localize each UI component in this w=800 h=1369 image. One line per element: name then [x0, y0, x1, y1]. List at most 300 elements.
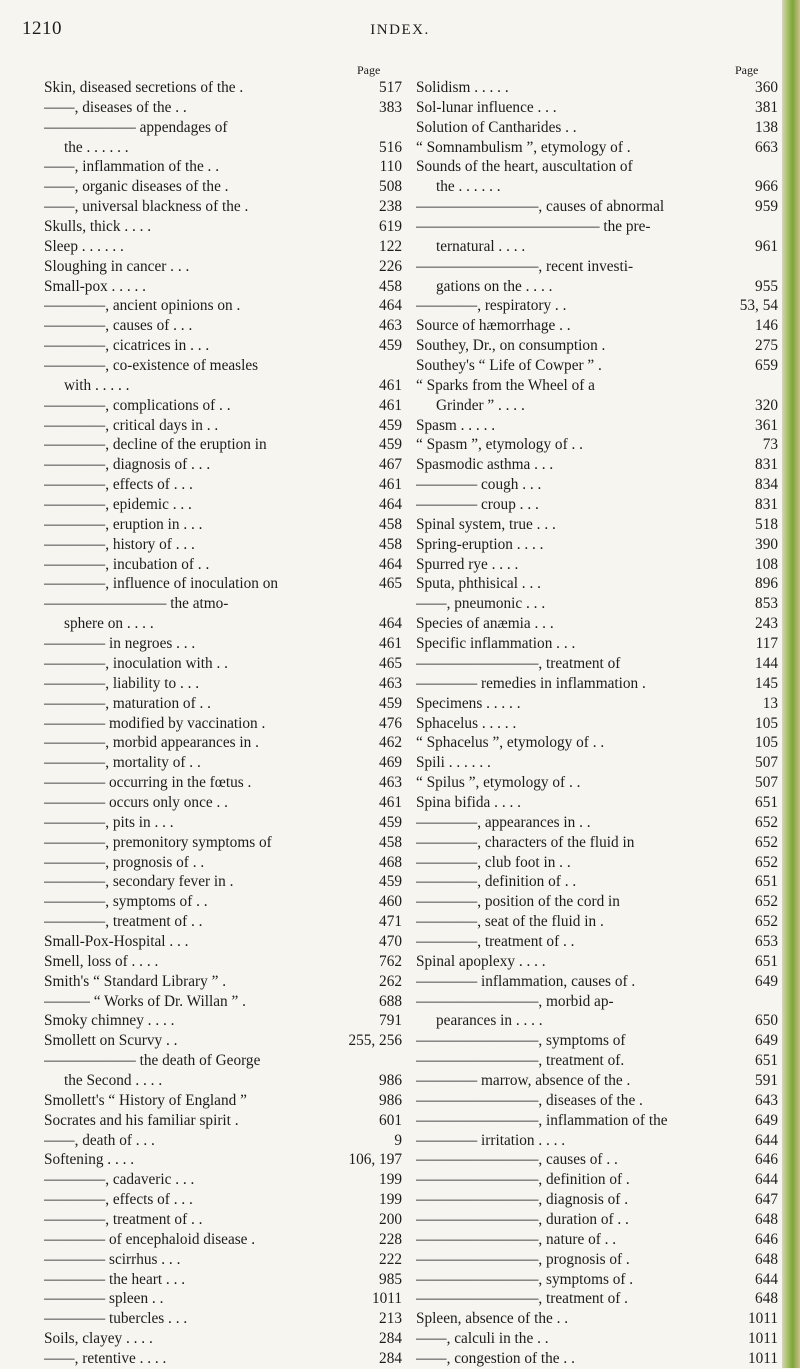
index-entry-text: sphere on . . . . [64, 615, 154, 633]
index-entry-page: 226 [379, 257, 402, 275]
index-entry-text: ——, congestion of the . . [416, 1350, 575, 1367]
index-entry-text: ———— spleen . . [44, 1290, 164, 1308]
index-entry-text: Spasmodic asthma . . . [416, 456, 554, 474]
index-entry-text: ——, organic diseases of the . [44, 178, 229, 196]
index-entry [44, 197, 402, 217]
index-entry-text: Source of hæmorrhage . . [416, 317, 571, 335]
index-entry-text: ————, effects of . . . [44, 476, 193, 494]
index-entry-page: 644 [755, 1171, 778, 1189]
index-entry-text: ————————, recent investi- [416, 257, 634, 275]
index-entry-page: 459 [379, 337, 402, 355]
index-entry-text: ———— tubercles . . . [44, 1310, 188, 1328]
index-entry-page: 1011 [747, 1310, 778, 1328]
index-entry-text: ————, seat of the fluid in . [416, 913, 604, 931]
index-entry-page: 601 [379, 1111, 402, 1129]
index-entry-page: 138 [755, 118, 778, 136]
index-entry [416, 833, 778, 853]
index-entry-page: 644 [755, 1270, 778, 1288]
index-entry [44, 654, 402, 674]
index-entry-page: 255, 256 [348, 1032, 402, 1050]
index-entry-page: 462 [379, 734, 402, 752]
index-entry-page: 986 [379, 1071, 402, 1089]
index-entry [416, 1190, 778, 1210]
index-entry-page: 461 [379, 793, 402, 811]
index-entry [416, 416, 778, 436]
index-entry [416, 773, 778, 793]
index-entry-text: ————, inoculation with . . [44, 654, 228, 672]
index-entry-page: 652 [755, 813, 778, 831]
index-entry-text: ———— of encephaloid disease . [44, 1230, 256, 1248]
index-entry-text: ————, eruption in . . . [44, 515, 203, 533]
index-entry [44, 1230, 402, 1250]
index-entry-page: 465 [379, 654, 402, 672]
index-entry-page: 105 [755, 714, 778, 732]
index-entry [44, 296, 402, 316]
index-entry-text: ————, morbid appearances in . [44, 734, 259, 752]
index-entry-page: 463 [379, 674, 402, 692]
index-entry [416, 356, 778, 376]
index-entry-text: ——, pneumonic . . . [416, 595, 546, 613]
index-entry-text: ————, ancient opinions on . [44, 297, 241, 315]
index-entry-page: 467 [379, 456, 402, 474]
index-entry [416, 992, 778, 1012]
index-entry-page: 648 [755, 1210, 778, 1228]
index-entry [44, 1111, 402, 1131]
index-entry-text: ————————, treatment of. [416, 1052, 625, 1070]
index-entry [44, 813, 402, 833]
index-entry-text: ——, diseases of the . . [44, 98, 187, 116]
index-entry-text: ————, treatment of . . [44, 1210, 203, 1228]
index-entry-page: 649 [755, 1032, 778, 1050]
page-title: INDEX. [370, 22, 430, 38]
index-entry-page: 110 [379, 158, 402, 176]
index-entry-text: ————, prognosis of . . [44, 853, 205, 871]
index-entry [416, 336, 778, 356]
index-entry [44, 793, 402, 813]
left-page-label: Page [357, 63, 381, 77]
index-entry [416, 1349, 778, 1369]
index-entry-text: ————, effects of . . . [44, 1191, 193, 1209]
index-entry-page: 243 [755, 615, 778, 633]
index-entry-page: 471 [379, 913, 402, 931]
right-index-column [416, 78, 778, 1369]
index-entry [44, 733, 402, 753]
index-entry-page: 238 [379, 198, 402, 216]
index-entry [416, 1031, 778, 1051]
index-entry-page: 146 [755, 317, 778, 335]
index-entry-text: Spleen, absence of the . . [416, 1310, 569, 1328]
index-entry [416, 813, 778, 833]
index-entry-text: Smith's “ Standard Library ” . [44, 972, 227, 990]
index-entry-page: 464 [379, 615, 402, 633]
index-entry-text: ———————————— the pre- [416, 218, 651, 236]
index-entry [416, 396, 778, 416]
index-entry-text: ———— occurs only once . . [44, 793, 228, 811]
index-entry-page: 663 [755, 138, 778, 156]
index-entry-text: Specimens . . . . . [416, 694, 521, 712]
index-entry-page: 651 [755, 873, 778, 891]
index-entry-text: ————, position of the cord in [416, 893, 620, 911]
index-entry-text: ————, symptoms of . . [44, 893, 208, 911]
index-entry-page: 199 [379, 1171, 402, 1189]
index-entry [44, 455, 402, 475]
index-entry-page: 320 [755, 396, 778, 414]
index-entry [416, 217, 778, 237]
index-entry [416, 535, 778, 555]
index-entry-text: Smoky chimney . . . . [44, 1012, 175, 1030]
index-entry-text: “ Sphacelus ”, etymology of . . [416, 734, 605, 752]
index-entry [44, 1270, 402, 1290]
index-entry [44, 1289, 402, 1309]
index-entry [416, 78, 778, 98]
index-entry-page: 464 [379, 297, 402, 315]
index-entry [44, 277, 402, 297]
index-entry-page: 461 [379, 635, 402, 653]
index-entry-page: 853 [755, 595, 778, 613]
index-entry [416, 555, 778, 575]
index-entry [44, 594, 402, 614]
index-entry [416, 1230, 778, 1250]
index-entry-page: 651 [755, 793, 778, 811]
index-entry [44, 495, 402, 515]
index-entry-text: Smollett on Scurvy . . [44, 1032, 178, 1050]
index-entry-page: 465 [379, 575, 402, 593]
index-entry-page: 228 [379, 1230, 402, 1248]
index-entry-text: ———— the heart . . . [44, 1270, 186, 1288]
index-entry-page: 959 [755, 198, 778, 216]
index-entry [416, 634, 778, 654]
index-entry [44, 1250, 402, 1270]
index-entry-text: Sol-lunar influence . . . [416, 98, 557, 116]
index-entry-page: 591 [755, 1071, 778, 1089]
index-entry-text: —————— the death of George [44, 1052, 261, 1070]
index-entry [416, 316, 778, 336]
index-entry-text: Smell, loss of . . . . [44, 952, 159, 970]
index-entry [416, 853, 778, 873]
left-index-column [44, 78, 402, 1369]
index-entry-page: 275 [755, 337, 778, 355]
index-entry-text: ————, cadaveric . . . [44, 1171, 195, 1189]
index-entry-text: ————, club foot in . . [416, 853, 571, 871]
index-entry-text: ————————, symptoms of . [416, 1270, 634, 1288]
index-entry [44, 356, 402, 376]
index-entry [44, 753, 402, 773]
index-entry-text: Species of anæmia . . . [416, 615, 554, 633]
index-entry-page: 284 [379, 1350, 402, 1367]
index-entry-page: 463 [379, 774, 402, 792]
index-entry [416, 753, 778, 773]
index-entry-text: Spinal apoplexy . . . . [416, 952, 546, 970]
index-entry-text: ——, retentive . . . . [44, 1350, 167, 1367]
index-entry-page: 459 [379, 416, 402, 434]
index-entry-page: 459 [379, 813, 402, 831]
index-entry-text: Soils, clayey . . . . [44, 1330, 153, 1348]
index-entry-page: 383 [379, 98, 402, 116]
index-entry-page: 646 [755, 1151, 778, 1169]
index-entry-text: Spring-eruption . . . . [416, 535, 544, 553]
index-entry [416, 1011, 778, 1031]
index-entry [44, 555, 402, 575]
index-entry [44, 833, 402, 853]
index-entry [416, 1091, 778, 1111]
index-entry [416, 435, 778, 455]
index-entry [416, 1111, 778, 1131]
index-entry-page: 464 [379, 496, 402, 514]
index-entry-text: ————, appearances in . . [416, 813, 591, 831]
index-entry-page: 831 [755, 456, 778, 474]
index-entry [416, 376, 778, 396]
index-entry-page: 117 [755, 635, 778, 653]
index-entry [416, 872, 778, 892]
index-entry-page: 381 [755, 98, 778, 116]
index-entry-text: ————————, causes of abnormal [416, 198, 665, 216]
index-entry-page: 518 [755, 515, 778, 533]
book-binding-edge [782, 0, 800, 1368]
index-entry-page: 461 [379, 476, 402, 494]
index-entry-text: ——, death of . . . [44, 1131, 155, 1149]
index-entry [44, 872, 402, 892]
index-entry-page: 659 [755, 357, 778, 375]
index-entry-page: 791 [379, 1012, 402, 1030]
index-entry-text: Spina bifida . . . . [416, 793, 521, 811]
index-entry-page: 652 [755, 833, 778, 851]
index-entry-text: ————, mortality of . . [44, 754, 201, 772]
index-entry [44, 1011, 402, 1031]
index-entry-page: 831 [755, 496, 778, 514]
index-entry [44, 475, 402, 495]
index-entry-page: 222 [379, 1250, 402, 1268]
index-entry-text: the Second . . . . [64, 1071, 163, 1089]
index-entry-page: 390 [755, 535, 778, 553]
index-entry-page: 516 [379, 138, 402, 156]
index-entry [44, 1031, 402, 1051]
index-entry-page: 458 [379, 515, 402, 533]
index-entry-page: 213 [379, 1310, 402, 1328]
index-entry-text: “ Sparks from the Wheel of a [416, 376, 595, 394]
index-entry [44, 376, 402, 396]
index-entry-text: ———— modified by vaccination . [44, 714, 266, 732]
index-entry-text: Solution of Cantharides . . [416, 118, 577, 136]
index-entry-text: ————————, duration of . . [416, 1210, 629, 1228]
index-entry [416, 296, 778, 316]
index-entry-page: 507 [755, 774, 778, 792]
index-entry [416, 733, 778, 753]
index-entry-page: 517 [379, 79, 402, 96]
index-entry-text: Sputa, phthisical . . . [416, 575, 541, 593]
index-entry-page: 648 [755, 1250, 778, 1268]
index-entry-text: ————————, diagnosis of . [416, 1191, 629, 1209]
index-entry [416, 1150, 778, 1170]
index-entry-text: Grinder ” . . . . [436, 396, 525, 414]
index-entry [44, 1091, 402, 1111]
index-entry [416, 277, 778, 297]
index-entry [44, 932, 402, 952]
index-entry-page: 361 [755, 416, 778, 434]
index-entry-text: ———— scirrhus . . . [44, 1250, 181, 1268]
index-entry [44, 853, 402, 873]
index-entry-text: ————————, inflammation of the [416, 1111, 668, 1129]
index-entry-text: ————————, nature of . . [416, 1230, 617, 1248]
index-entry-text: ———— croup . . . [416, 496, 539, 514]
index-entry-page: 464 [379, 555, 402, 573]
index-entry-text: Spurred rye . . . . [416, 555, 519, 573]
index-entry-text: ————————, treatment of . [416, 1290, 628, 1308]
index-entry-text: ————————, diseases of the . [416, 1091, 643, 1109]
index-entry-text: Spinal system, true . . . [416, 515, 556, 533]
index-entry-page: 200 [379, 1210, 402, 1228]
index-entry-page: 646 [755, 1230, 778, 1248]
index-entry [416, 674, 778, 694]
index-entry-page: 986 [379, 1091, 402, 1109]
index-entry-page: 1011 [747, 1330, 778, 1348]
index-entry-text: Small-pox . . . . . [44, 277, 146, 295]
index-entry-text: ————, characters of the fluid in [416, 833, 635, 851]
index-entry-page: 459 [379, 694, 402, 712]
index-entry-text: “ Spilus ”, etymology of . . [416, 774, 581, 792]
index-entry-page: 73 [762, 436, 778, 454]
index-entry [416, 1329, 778, 1349]
index-entry [44, 972, 402, 992]
index-entry-text: Sleep . . . . . . [44, 237, 124, 255]
index-entry-text: Sphacelus . . . . . [416, 714, 517, 732]
index-entry-text: Spili . . . . . . [416, 754, 491, 772]
index-entry-text: ————, cicatrices in . . . [44, 337, 210, 355]
index-entry-text: Skin, diseased secretions of the . [44, 79, 244, 96]
index-entry-page: 9 [394, 1131, 402, 1149]
index-entry-page: 458 [379, 277, 402, 295]
index-entry [44, 1071, 402, 1091]
index-entry [44, 515, 402, 535]
index-entry-page: 762 [379, 952, 402, 970]
index-entry-text: ————, respiratory . . [416, 297, 567, 315]
index-entry-page: 476 [379, 714, 402, 732]
index-entry-text: ———— marrow, absence of the . [416, 1071, 631, 1089]
index-entry-text: Skulls, thick . . . . [44, 218, 152, 236]
index-entry [44, 118, 402, 138]
index-entry [44, 714, 402, 734]
index-entry [416, 793, 778, 813]
index-entry [44, 574, 402, 594]
index-entry-page: 360 [755, 79, 778, 96]
index-entry-text: with . . . . . [64, 376, 130, 394]
index-entry [416, 138, 778, 158]
index-entry-text: ————, complications of . . [44, 396, 231, 414]
index-entry [44, 138, 402, 158]
index-entry-text: ————, liability to . . . [44, 674, 200, 692]
index-entry [44, 992, 402, 1012]
index-entry-page: 145 [755, 674, 778, 692]
index-entry-text: ————, maturation of . . [44, 694, 211, 712]
index-entry-text: ——, calculi in the . . [416, 1330, 549, 1348]
index-entry [416, 594, 778, 614]
index-entry-page: 470 [379, 932, 402, 950]
index-entry [416, 912, 778, 932]
index-entry [44, 78, 402, 98]
index-entry [416, 1131, 778, 1151]
index-entry [44, 1210, 402, 1230]
index-entry-text: ——— “ Works of Dr. Willan ” . [44, 992, 246, 1010]
index-entry [416, 495, 778, 515]
index-entry-page: 105 [755, 734, 778, 752]
index-entry-text: ———— occurring in the fœtus . [44, 774, 252, 792]
index-entry-page: 649 [755, 972, 778, 990]
index-entry-text: Solidism . . . . . [416, 79, 509, 96]
index-entry [44, 1051, 402, 1071]
index-entry [44, 98, 402, 118]
index-entry [44, 1329, 402, 1349]
index-entry-text: ————————, prognosis of . [416, 1250, 630, 1268]
index-entry-page: 619 [379, 218, 402, 236]
index-entry [416, 952, 778, 972]
index-entry-page: 468 [379, 853, 402, 871]
index-entry-text: ————, treatment of . . [44, 913, 203, 931]
index-entry-text: ———— remedies in inflammation . [416, 674, 646, 692]
index-entry-text: ————, critical days in . . [44, 416, 219, 434]
index-entry-text: Southey's “ Life of Cowper ” . [416, 357, 602, 375]
index-entry-page: 13 [762, 694, 778, 712]
index-entry-text: —————— appendages of [44, 118, 228, 136]
index-entry-page: 834 [755, 476, 778, 494]
index-entry [44, 396, 402, 416]
index-entry-page: 108 [755, 555, 778, 573]
index-entry [416, 614, 778, 634]
index-entry [416, 515, 778, 535]
index-entry-page: 653 [755, 932, 778, 950]
index-entry-text: ————, secondary fever in . [44, 873, 234, 891]
index-entry-page: 966 [755, 178, 778, 196]
index-entry [44, 634, 402, 654]
index-entry-page: 648 [755, 1290, 778, 1308]
index-entry-text: ———— cough . . . [416, 476, 542, 494]
index-entry [416, 197, 778, 217]
index-entry [44, 1309, 402, 1329]
index-entry [44, 416, 402, 436]
index-entry-text: “ Spasm ”, etymology of . . [416, 436, 583, 454]
index-entry [44, 1150, 402, 1170]
index-entry [416, 237, 778, 257]
index-entry-text: Smollett's “ History of England ” [44, 1091, 247, 1109]
index-entry-page: 652 [755, 913, 778, 931]
index-entry-text: ————, co-existence of measles [44, 357, 259, 375]
index-entry [44, 952, 402, 972]
index-entry-page: 1011 [747, 1350, 778, 1367]
index-entry-text: ————————, treatment of [416, 654, 621, 672]
index-entry-page: 144 [755, 654, 778, 672]
index-entry-text: gations on the . . . . [436, 277, 553, 295]
index-entry-page: 651 [755, 1052, 778, 1070]
index-entry-text: Sounds of the heart, auscultation of [416, 158, 633, 176]
index-entry-page: 284 [379, 1330, 402, 1348]
page-number: 1210 [22, 18, 62, 39]
index-entry-page: 53, 54 [739, 297, 778, 315]
index-entry-page: 106, 197 [348, 1151, 402, 1169]
index-entry [44, 1131, 402, 1151]
index-entry [44, 1190, 402, 1210]
index-entry-text: ————, influence of inoculation on [44, 575, 279, 593]
index-entry-text: Specific inflammation . . . [416, 635, 576, 653]
index-entry-page: 507 [755, 754, 778, 772]
index-entry [416, 654, 778, 674]
index-entry-text: Southey, Dr., on consumption . [416, 337, 606, 355]
index-entry-page: 469 [379, 754, 402, 772]
index-entry-text: Socrates and his familiar spirit . [44, 1111, 239, 1129]
index-entry [416, 98, 778, 118]
index-entry-page: 463 [379, 317, 402, 335]
index-entry [44, 435, 402, 455]
index-entry [44, 1349, 402, 1369]
index-entry-text: ————, pits in . . . [44, 813, 174, 831]
index-entry [44, 614, 402, 634]
